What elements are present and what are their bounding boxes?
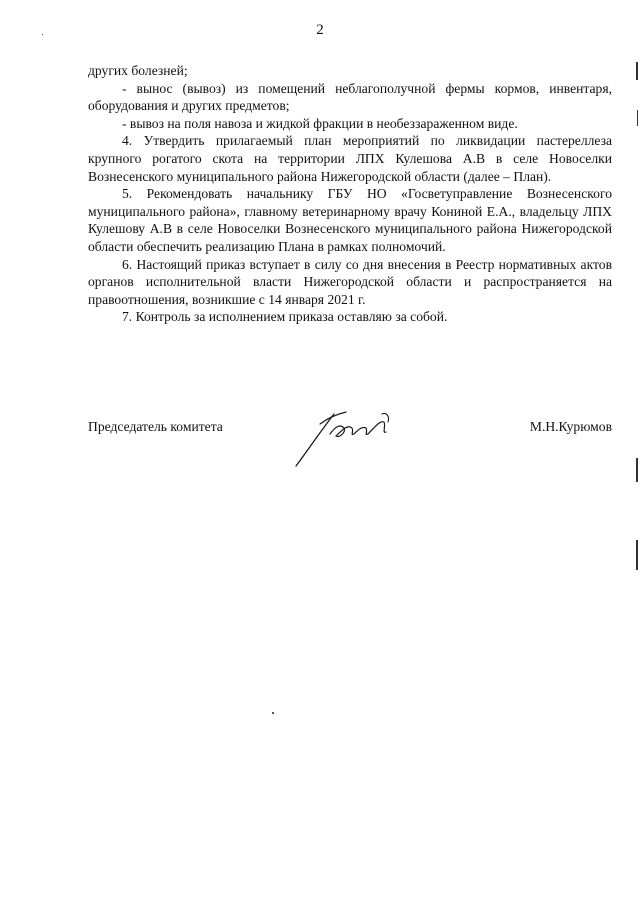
document-body bbox=[88, 62, 612, 326]
scan-edge-mark-middle bbox=[636, 458, 638, 482]
page-number: 2 bbox=[316, 22, 324, 38]
paragraph-item-6: 6. Настоящий приказ вступает в силу со дня внесения в Реестр нормативных актов органов исполнительной власти Нижегородской области и распространяется на правоотношения, возникшие с 14 января 2021 г. bbox=[88, 256, 612, 307]
paragraph-item-4: 4. Утвердить прилагаемый план мероприятий по ликвидации пастереллеза крупного рогатого скота на территории ЛПХ Кулешова А.В в селе Новоселки Вознесенского муниципального района Нижегородской области (далее – План). bbox=[88, 133, 612, 184]
paragraph-list-item-manure: - вывоз на поля навоза и жидкой фракции в необеззараженном виде. bbox=[122, 115, 518, 131]
paragraph-continuation: других болезней; bbox=[88, 63, 188, 78]
scan-edge-mark-upper bbox=[637, 110, 638, 126]
paragraph-item-7: 7. Контроль за исполнением приказа оставляю за собой. bbox=[122, 309, 448, 325]
handwritten-signature bbox=[290, 404, 406, 470]
scan-edge-mark-top bbox=[636, 62, 638, 80]
paragraph-item-5: 5. Рекомендовать начальнику ГБУ НО «Госветуправление Вознесенского муниципального района», главному ветеринарному врачу Кониной Е.А., владельцу ЛПХ Кулешову А.В в селе Новоселки Вознесенского муниципального района Нижегородской области обеспечить реализацию Плана в рамках полномочий. bbox=[88, 186, 612, 254]
signer-name: М.Н.Курюмов bbox=[529, 419, 612, 434]
scan-speck bbox=[272, 712, 274, 714]
paragraph-list-item-removal: - вынос (вывоз) из помещений неблагополучной фермы кормов, инвентаря, оборудования и других предметов; bbox=[88, 80, 612, 114]
scan-edge-mark-lower bbox=[636, 540, 638, 570]
scan-speck bbox=[42, 34, 43, 35]
signer-title: Председатель комитета bbox=[88, 419, 223, 434]
